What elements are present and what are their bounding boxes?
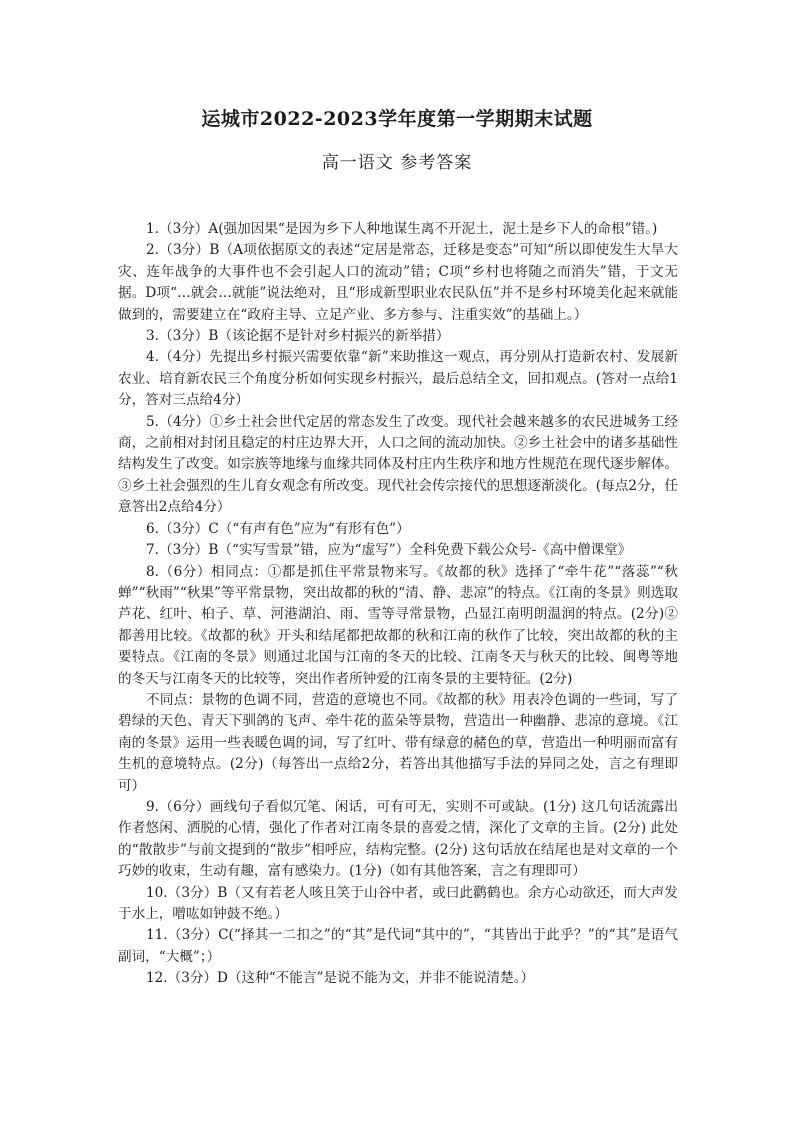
answer-8-continued: 不同点：景物的色调不同，营造的意境也不同。《故都的秋》用表冷色调的一些词，写了碧绿的天色、青天下驯鸽的飞声、牵牛花的蓝朵等景物，营造出一种幽静、悲凉的意境。《江南的冬景》运用一些表暖色调的词，写了红叶、带有绿意的赭色的草，营造出一种明丽而富有生机的意境特点。(2分)（每答出一点给2分，若答出其他描写手法的异同之处，言之有理即可）	[118, 691, 678, 794]
document-title: 运城市2022-2023学年度第一学期期末试题	[201, 108, 593, 130]
document-subtitle: 高一语文 参考答案	[321, 153, 473, 173]
answer-10: 10.（3分）B（又有若老人咳且笑于山谷中者，或曰此鹳鹤也。余方心动欲还，而大声发于水上，噌吰如钟鼓不绝。）	[118, 884, 678, 922]
answers-body	[118, 219, 678, 990]
answer-5: 5.（4分）①乡土社会世代定居的常态发生了改变。现代社会越来越多的农民进城务工经商，之前相对封闭且稳定的村庄边界大开，人口之间的流动加快。②乡土社会中的诸多基础性结构发生了改变。如宗族等地缘与血缘共同体及村庄内生秩序和地方性规范在现代逐步解体。③乡土社会强烈的生儿育女观念有所改变。现代社会传宗接代的思想逐渐淡化。(每点2分，任意答出2点给4分）	[118, 413, 678, 516]
answer-1: 1.（3分）A(强加因果“是因为乡下人种地谋生离不开泥土，泥土是乡下人的命根”错。)	[146, 221, 658, 237]
answer-12: 12.（3分）D（这种“不能言”是说不能为文，并非不能说清楚。）	[146, 970, 535, 987]
answer-11: 11.（3分）C(“择其一二扣之”的“其”是代词“其中的”，“其皆出于此乎？”的“其”是语气副词，“大概”；）	[118, 927, 678, 965]
answer-2: 2.（3分）B（A项依据原文的表述“定居是常态，迁移是变态”可知“所以即使发生大旱大灾、连年战争的大事件也不会引起人口的流动”错；C项“乡村也将随之而消失”错，于文无据。D项“…就会…就能”说法绝对，且“形成新型职业农民队伍”并不是乡村环境美化起来就能做到的，需要建立在“政府主导、立足产业、多方参与、注重实效”的基础上。）	[118, 242, 678, 323]
answer-8: 8.（6分）相同点：①都是抓住平常景物来写。《故都的秋》选择了“牵牛花”“落蕊”“秋蝉”“秋雨”“秋果”等平常景物，突出故都的秋的“清、静、悲凉”的特点。《江南的冬景》则选取芦花、红叶、桕子、草、河港湖泊、雨、雪等寻常景物，凸显江南明朗温润的特点。(2分)②都善用比较。《故都的秋》开头和结尾都把故都的秋和江南的秋作了比较，突出故都的秋的主要特点。《江南的冬景》则通过北国与江南的冬天的比较、江南冬天与秋天的比较、闽粤等地的冬天与江南冬天的比较等，突出作者所钟爱的江南冬景的主要特征。(2分)	[118, 563, 678, 687]
answer-7: 7.（3分）B（“实写雪景”错，应为“虚写”）全科免费下载公众号-《高中僧课堂》	[146, 542, 632, 559]
answer-3: 3.（3分）B（该论据不是针对乡村振兴的新举措）	[146, 328, 450, 345]
answer-4: 4.（4分）先提出乡村振兴需要依靠“新”来助推这一观点，再分别从打造新农村、发展新农业、培育新农民三个角度分析如何实现乡村振兴，最后总结全文，回扣观点。(答对一点给1分，答对三点给4分）	[118, 349, 678, 409]
answer-9: 9.（6分）画线句子看似冗笔、闲话，可有可无，实则不可或缺。(1分) 这几句话流露出作者悠闲、洒脱的心情，强化了作者对江南冬景的喜爱之情，深化了文章的主旨。(2分) 此处的“散散步”与前文提到的“散步”相呼应，结构完整。(2分) 这句话放在结尾也是对文章的一个巧妙的收束，生动有趣，富有感染力。(1分)（如有其他答案，言之有理即可）	[118, 798, 678, 880]
answer-6: 6.（3分）C（“有声有色”应为“有形有色”）	[146, 520, 410, 537]
